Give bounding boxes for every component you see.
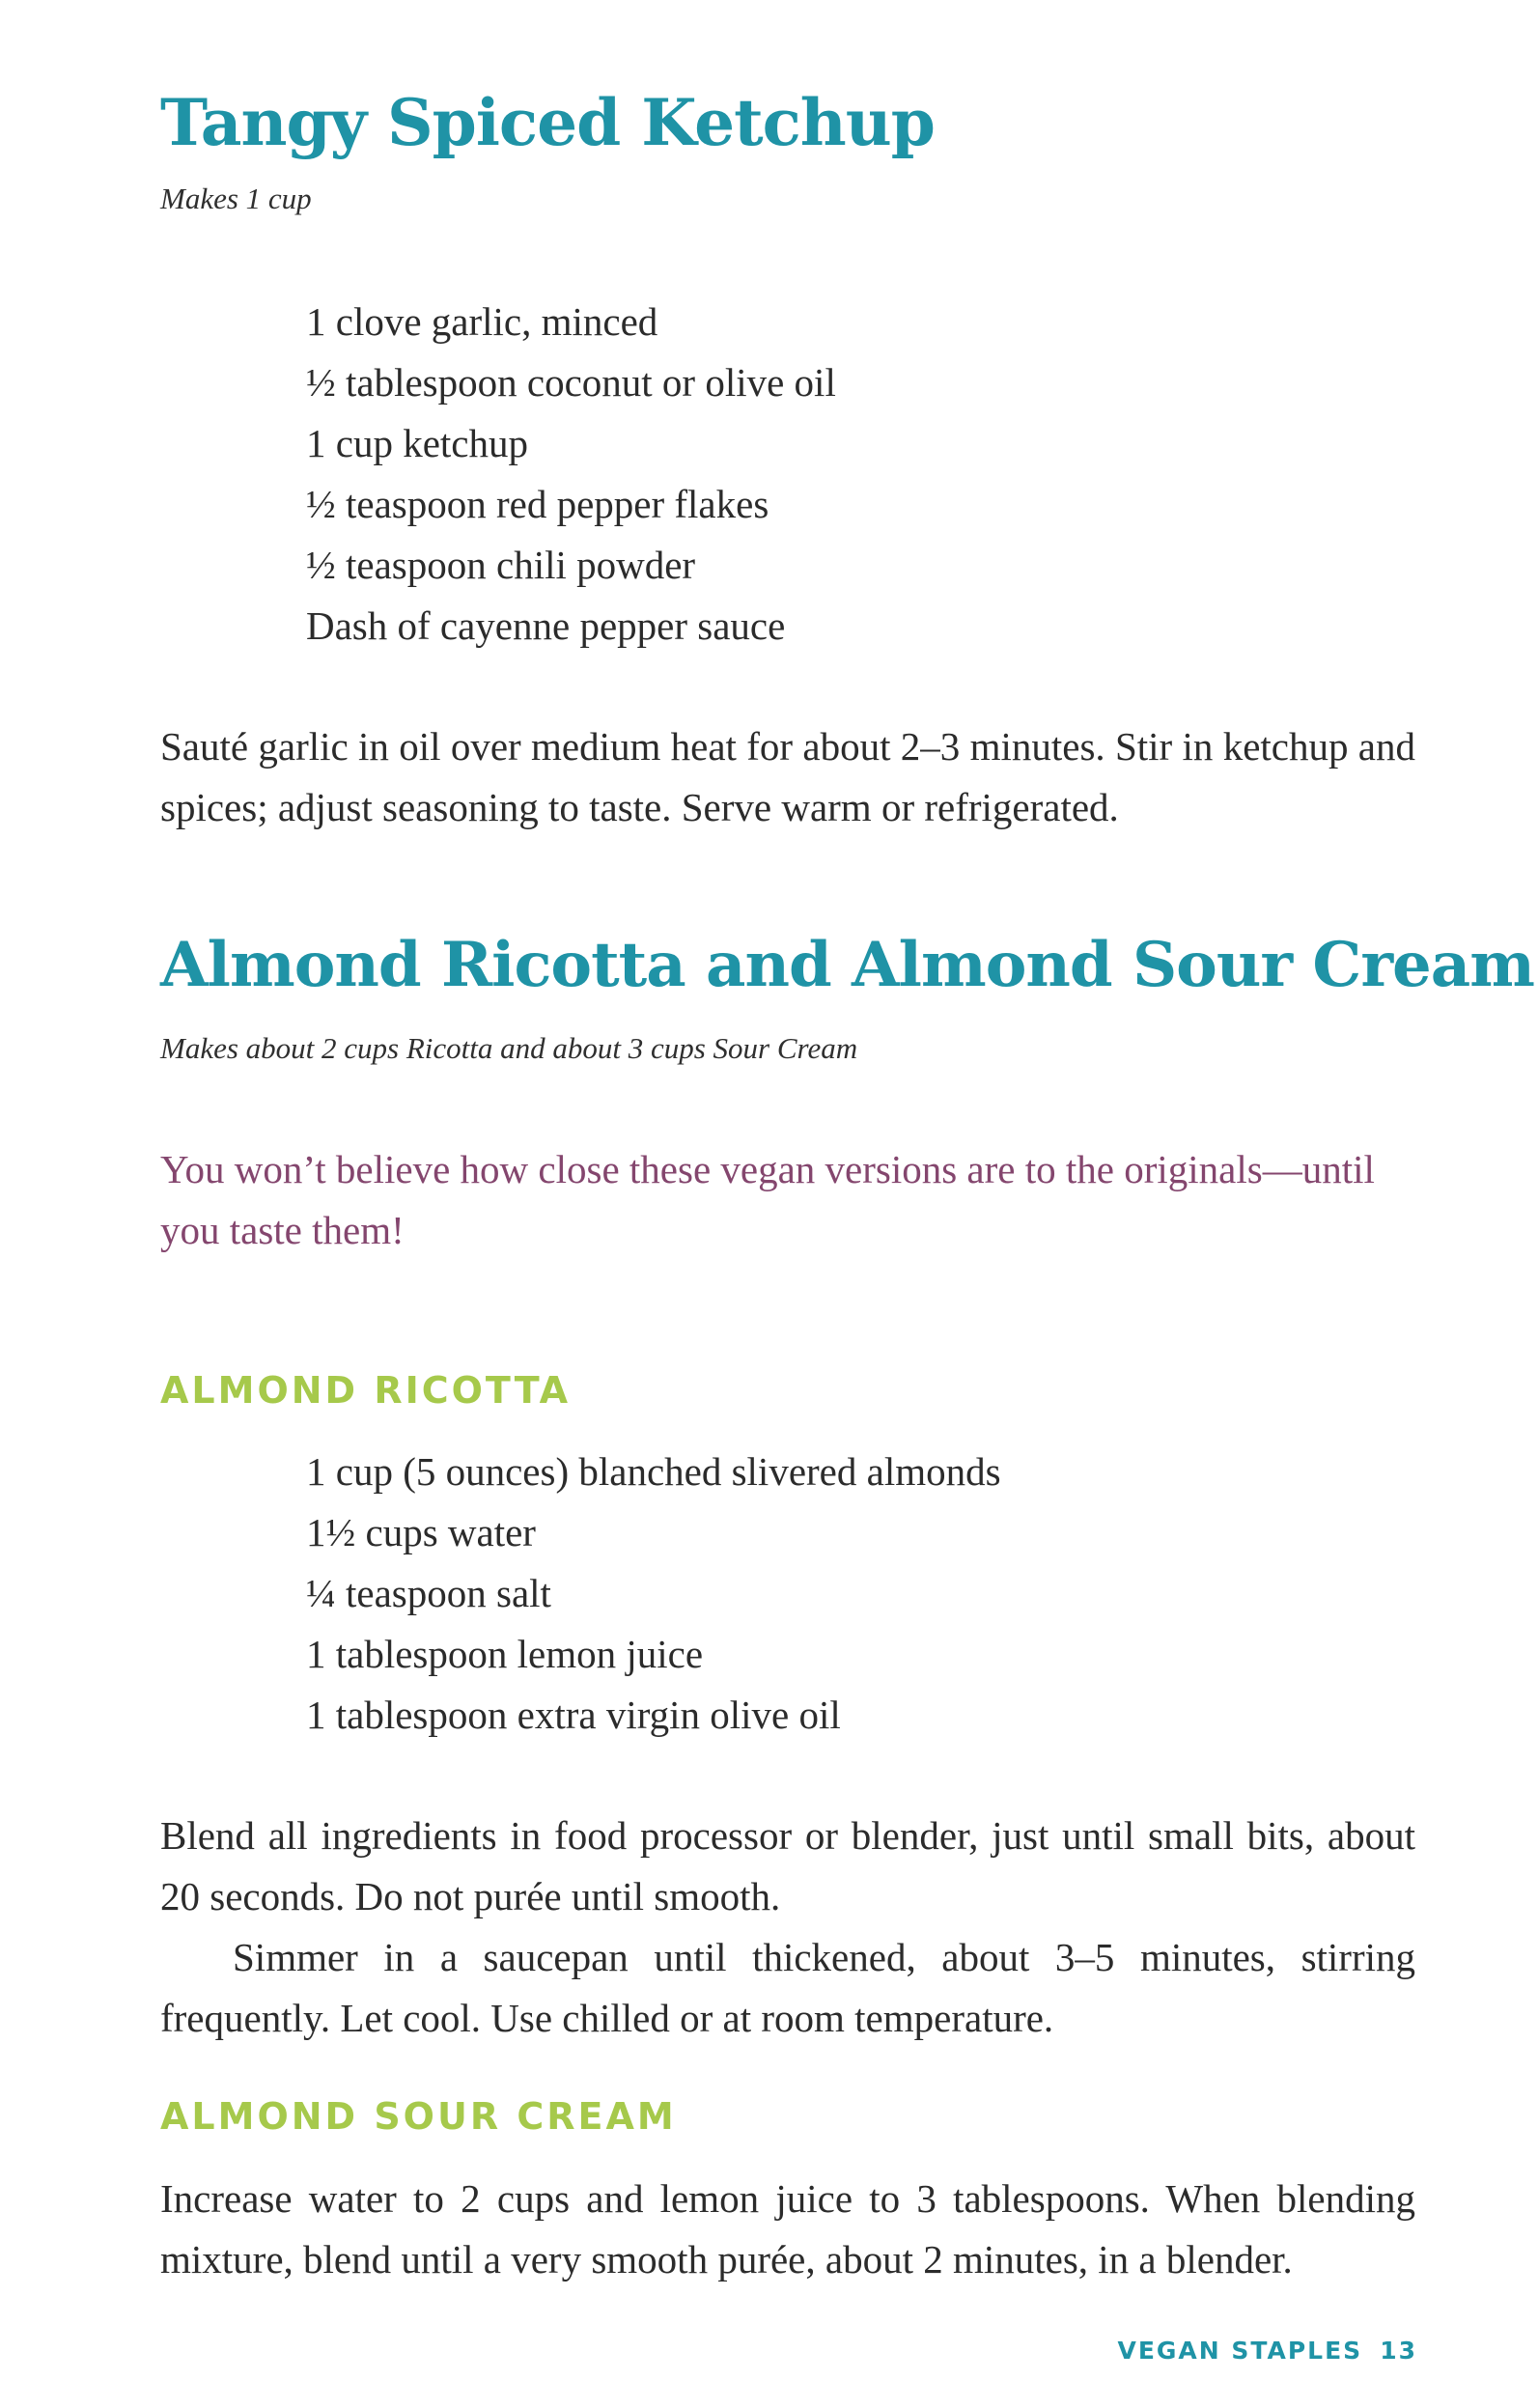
recipe-title: Tangy Spiced Ketchup xyxy=(160,85,935,160)
ingredient-item: ¼ teaspoon salt xyxy=(306,1571,551,1615)
section-heading: ALMOND RICOTTA xyxy=(160,1369,572,1412)
recipe-title: Almond Ricotta and Almond Sour Cream xyxy=(160,929,1534,1001)
ingredient-item: ½ tablespoon coconut or olive oil xyxy=(306,360,836,405)
ingredient-list xyxy=(306,292,836,657)
ingredient-item: 1 cup (5 ounces) blanched slivered almonds xyxy=(306,1449,1001,1494)
recipe-instructions: Blend all ingredients in food processor or blender, just until small bits, about 20 seconds. Do not purée until smooth. xyxy=(160,1813,1415,1918)
recipe-yield: Makes 1 cup xyxy=(160,182,312,215)
recipe-intro: You won’t believe how close these vegan versions are to the originals—until you taste them! xyxy=(160,1147,1375,1252)
section-name: VEGAN STAPLES xyxy=(1117,2337,1363,2365)
page-footer xyxy=(1117,2337,1417,2365)
ingredient-item: ½ teaspoon red pepper flakes xyxy=(306,482,769,526)
recipe-instructions: Increase water to 2 cups and lemon juice to 3 tablespoons. When blending mixture, blend until a very smooth purée, about 2 minutes, in a blender. xyxy=(160,2176,1415,2282)
ingredient-item: 1 tablespoon lemon juice xyxy=(306,1632,704,1676)
section-heading: ALMOND SOUR CREAM xyxy=(160,2095,677,2138)
ingredient-item: Dash of cayenne pepper sauce xyxy=(306,603,786,648)
page-number: 13 xyxy=(1380,2337,1417,2365)
ingredient-item: 1 tablespoon extra virgin olive oil xyxy=(306,1693,841,1737)
ingredient-item: 1 cup ketchup xyxy=(306,421,528,465)
ingredient-list xyxy=(306,1442,1001,1746)
ingredient-item: 1½ cups water xyxy=(306,1510,536,1554)
ingredient-item: ½ teaspoon chili powder xyxy=(306,543,696,587)
recipe-yield: Makes about 2 cups Ricotta and about 3 cups Sour Cream xyxy=(160,1031,858,1065)
recipe-instructions: Simmer in a saucepan until thickened, about 3–5 minutes, stirring frequently. Let cool. Use chilled or at room temperature. xyxy=(160,1935,1415,2040)
recipe-instructions: Sauté garlic in oil over medium heat for about 2–3 minutes. Stir in ketchup and spices; adjust seasoning to taste. Serve warm or refrigerated. xyxy=(160,724,1415,829)
ingredient-item: 1 clove garlic, minced xyxy=(306,299,658,344)
